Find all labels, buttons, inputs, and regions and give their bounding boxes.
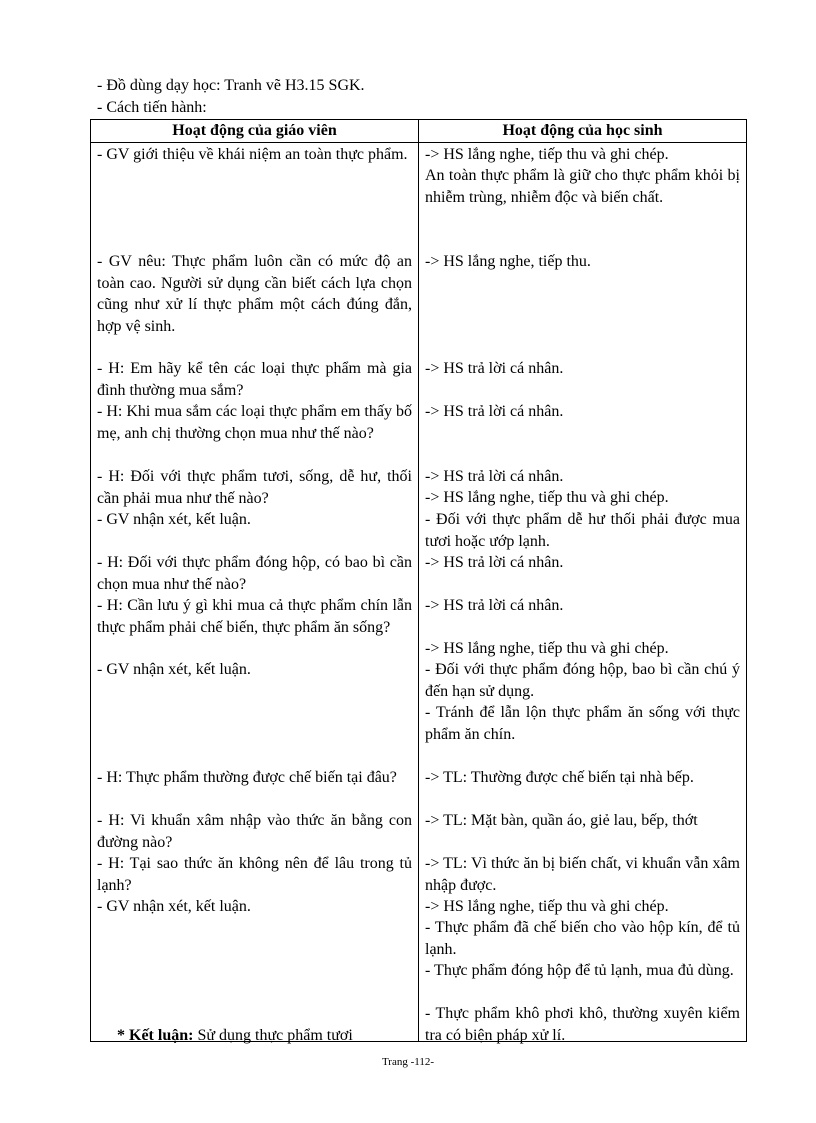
teacher-activity-header: Hoạt động của giáo viên — [91, 120, 419, 143]
table-row — [91, 143, 747, 1042]
student-item: -> HS trả lời cá nhân. — [425, 468, 564, 485]
conclusion-text: Sử dụng thực phẩm tươi — [197, 1027, 353, 1044]
student-item: -> HS trả lời cá nhân. — [425, 403, 564, 420]
student-item: - Tránh để lẫn lộn thực phẩm ăn sống với thực phẩm ăn chín. — [425, 704, 740, 743]
student-item: -> HS lắng nghe, tiếp thu và ghi chép. — [425, 898, 669, 915]
table-header-row — [91, 120, 747, 143]
teacher-item: - H: Tại sao thức ăn không nên để lâu trong tủ lạnh? — [97, 855, 412, 894]
student-item: -> HS trả lời cá nhân. — [425, 360, 564, 377]
teacher-item: - H: Cần lưu ý gì khi mua cả thực phẩm chín lẫn thực phẩm phải chế biến, thực phẩm ăn sống? — [97, 597, 412, 636]
student-item: -> HS trả lời cá nhân. — [425, 597, 564, 614]
teacher-item: - H: Vi khuẩn xâm nhập vào thức ăn bằng con đường nào? — [97, 812, 412, 851]
student-column — [419, 143, 747, 1042]
teacher-item: - H: Thực phẩm thường được chế biến tại đâu? — [97, 769, 397, 786]
teacher-item: - H: Đối với thực phẩm tươi, sống, dễ hư, thối cần phải mua như thế nào? — [97, 468, 412, 507]
student-item: -> HS lắng nghe, tiếp thu. — [425, 253, 591, 270]
teacher-item: - H: Em hãy kể tên các loại thực phẩm mà gia đình thường mua sắm? — [97, 360, 412, 399]
student-item: -> HS lắng nghe, tiếp thu và ghi chép. — [425, 640, 669, 657]
teacher-item: - H: Khi mua sắm các loại thực phẩm em thấy bố mẹ, anh chị thường chọn mua như thế nào? — [97, 403, 412, 442]
conclusion-label: * Kết luận: — [117, 1027, 194, 1044]
procedure-line: - Cách tiến hành: — [97, 99, 207, 116]
activity-table — [90, 119, 747, 1042]
student-item: -> HS trả lời cá nhân. — [425, 554, 564, 571]
student-item: -> HS lắng nghe, tiếp thu và ghi chép. — [425, 146, 669, 163]
teacher-item: - GV nhận xét, kết luận. — [97, 898, 251, 915]
student-item: -> TL: Thường được chế biến tại nhà bếp. — [425, 769, 694, 786]
page-number: Trang -112- — [381, 1056, 435, 1068]
teacher-item: - GV giới thiệu về khái niệm an toàn thực phẩm. — [97, 146, 408, 163]
intro-block — [97, 75, 365, 119]
teaching-aids-line: - Đồ dùng dạy học: Tranh vẽ H3.15 SGK. — [97, 77, 365, 94]
teacher-item: - GV nhận xét, kết luận. — [97, 511, 251, 528]
student-item: - Thực phẩm khô phơi khô, thường xuyên kiểm tra có biện pháp xử lí. — [425, 1005, 740, 1044]
conclusion — [97, 1025, 412, 1047]
student-item: - Đối với thực phẩm đóng hộp, bao bì cần chú ý đến hạn sử dụng. — [425, 661, 740, 700]
student-item: - Thực phẩm đã chế biến cho vào hộp kín, để tủ lạnh. — [425, 919, 740, 958]
student-item: - Thực phẩm đóng hộp để tủ lạnh, mua đủ dùng. — [425, 962, 734, 979]
teacher-item: - GV nhận xét, kết luận. — [97, 661, 251, 678]
student-item: An toàn thực phẩm là giữ cho thực phẩm khỏi bị nhiễm trùng, nhiễm độc và biến chất. — [425, 167, 740, 206]
student-item: -> TL: Vì thức ăn bị biến chất, vi khuẩn vẫn xâm nhập được. — [425, 855, 740, 894]
teacher-item: - H: Đối với thực phẩm đóng hộp, có bao bì cần chọn mua như thế nào? — [97, 554, 412, 593]
student-item: -> TL: Mặt bàn, quần áo, giẻ lau, bếp, thớt — [425, 812, 698, 829]
teacher-item: - GV nêu: Thực phẩm luôn cần có mức độ an toàn cao. Người sử dụng cần biết cách lựa chọn cũng như xử lí thực phẩm một cách đúng đắn, hợp vệ sinh. — [97, 253, 412, 335]
student-item: -> HS lắng nghe, tiếp thu và ghi chép. — [425, 489, 669, 506]
student-item: - Đối với thực phẩm dễ hư thối phải được mua tươi hoặc ướp lạnh. — [425, 511, 740, 550]
teacher-column — [91, 143, 419, 1042]
student-activity-header: Hoạt động của học sinh — [419, 120, 747, 143]
